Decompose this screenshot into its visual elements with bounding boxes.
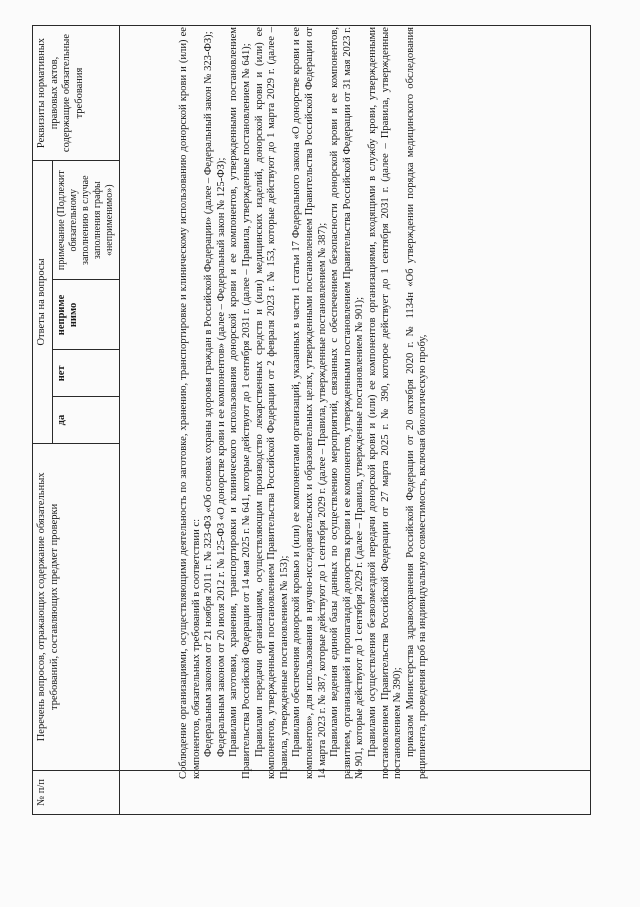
paragraph: приказом Министерства здравоохранения Российской Федерации от 20 октября 2020 г. № 1134н «Об утверждении порядка медицинского обследования реципиента, проведения проб на индивидуальную совместимость, включая биологическую пробу, [404,27,429,779]
header-not-applicable: неприме нимо [52,280,119,350]
header-requisites: Реквизиты нормативных правовых актов, содержащие обязательные требования [33,26,120,161]
paragraph: Правилами ведения единой базы данных по осуществлению мероприятий, связанных с обеспечением безопасности донорской крови и ее компонентов, развитием, организацией и пропагандой донорства крови и ее компонентов, утвержденными постановлением Правительства Российской Федерации от 31 мая 2023 г. № 901, которые действуют до 1 сентября 2029 г. (далее – Правила, утвержденные постановлением № 901); [329,27,366,779]
header-yes: да [52,397,119,444]
header-question: Перечень вопросов, отражающих содержание обязательных требований, составляющих предмет проверки [33,443,120,770]
header-number: № п/п [33,770,120,814]
paragraph: Соблюдение организациями, осуществляющими деятельность по заготовке, хранению, транспортировке и клиническому использованию донорской крови и (или) ее компонентов, обязательных требований в соответствии с: [178,27,202,779]
header-note: примечание (Подлежит обязательному заполнению в случае заполнения графы «неприменимо») [52,161,119,280]
paragraph: Правилами заготовки, хранения, транспортировки и клинического использования донорской крови и ее компонентов, утвержденными постановлением Правительства Российской Федерации от 14 мая 2025 г. № 641, которые действуют до 1 сентября 2031 г. (далее – Правила, утвержденные постановлением № 641); [228,27,252,779]
header-answers: Ответы на вопросы [33,161,53,444]
paragraph: Правилами осуществления безвозмездной передачи донорской крови и (или) ее компонентов организациями, входящими в службу крови, утвержденными постановлением Правительства Российской Федерации от 27 марта 2025 г. № 390, которое действует до 1 сентября 2031 г. (далее – Правила, утвержденные постановлением № 390); [366,27,404,779]
header-no: нет [52,350,119,397]
paragraph: Федеральным законом от 21 ноября 2011 г. № 323-ФЗ «Об основах охраны здоровья граждан в Российской Федерации» (далее – Федеральный закон № 323-ФЗ); [203,31,215,757]
paragraph: Правилами передачи организациям, осуществляющим производство лекарственных средств и (или) медицинских изделий, донорской крови и (или) ее компонентов, утвержденными постановлением Правительства Российской Федерации от 2 февраля 2023 г. № 153, которые действуют до 1 марта 2029 г. (далее – Правила, утвержденные постановлением № 153); [253,27,290,779]
paragraph: Правилами обеспечения донорской кровью и (или) ее компонентами организаций, указанных в части 1 статьи 17 Федерального закона «О донорстве крови и ее компонентов», для использования в научно-исследовательских и образовательных целях, утвержденными постановлением Правительства Российской Федерации от 14 марта 2023 г. № 387, которые действуют до 1 сентября 2029 г. (далее – Правила, утвержденные постановлением № 387); [291,27,328,779]
paragraph: Федеральным законом от 20 июля 2012 г. № 125-ФЗ «О донорстве крови и ее компонентов» (далее – Федеральный закон № 125-ФЗ); [215,157,227,757]
requirements-text [178,27,430,779]
